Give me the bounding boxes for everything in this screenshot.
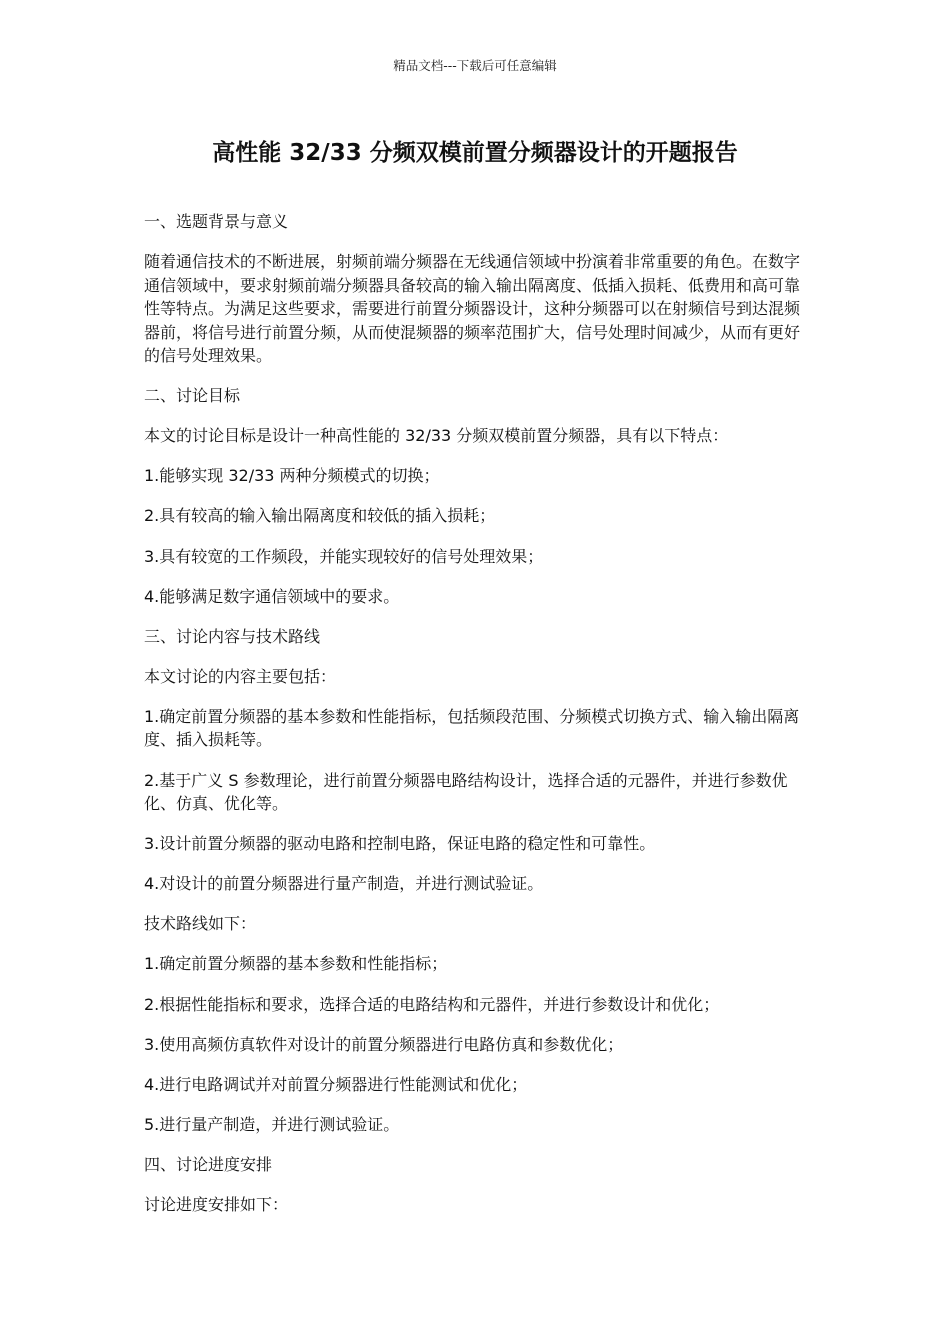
- paragraph-route-intro: 技术路线如下：: [144, 914, 257, 934]
- section-heading-content: 三、讨论内容与技术路线: [144, 626, 321, 646]
- document-body: [144, 210, 808, 1233]
- list-item-route-4: 4.进行电路调试并对前置分频器进行性能测试和优化；: [144, 1074, 528, 1094]
- list-item-route-2: 2.根据性能指标和要求，选择合适的电路结构和元器件，并进行参数设计和优化；: [144, 994, 720, 1014]
- list-item-goal-4: 4.能够满足数字通信领域中的要求。: [144, 586, 400, 606]
- list-item-goal-1: 1.能够实现 32/33 两种分频模式的切换；: [144, 466, 440, 486]
- page-header: 精品文档---下载后可任意编辑: [393, 58, 557, 73]
- list-item-goal-2: 2.具有较高的输入输出隔离度和较低的插入损耗；: [144, 506, 496, 526]
- paragraph-content-intro: 本文讨论的内容主要包括：: [144, 666, 337, 686]
- paragraph-background: 随着通信技术的不断进展，射频前端分频器在无线通信领域中扮演着非常重要的角色。在数字通信领域中，要求射频前端分频器具备较高的输入输出隔离度、低插入损耗、低费用和高可靠性等特点。为满足这些要求，需要进行前置分频器设计，这种分频器可以在射频信号到达混频器前，将信号进行前置分频，从而使混频器的频率范围扩大，信号处理时间减少，从而有更好的信号处理效果。: [144, 252, 801, 366]
- section-heading-goals: 二、讨论目标: [144, 386, 241, 406]
- section-heading-schedule: 四、讨论进度安排: [144, 1154, 273, 1174]
- list-item-route-3: 3.使用高频仿真软件对设计的前置分频器进行电路仿真和参数优化；: [144, 1034, 624, 1054]
- list-item-goal-3: 3.具有较宽的工作频段，并能实现较好的信号处理效果；: [144, 546, 544, 566]
- paragraph-goals-intro: 本文的讨论目标是设计一种高性能的 32/33 分频双模前置分频器，具有以下特点：: [144, 426, 729, 446]
- list-item-content-4: 4.对设计的前置分频器进行量产制造，并进行测试验证。: [144, 874, 544, 894]
- section-heading-background: 一、选题背景与意义: [144, 212, 289, 231]
- document-title: 高性能 32/33 分频双模前置分频器设计的开题报告: [212, 140, 738, 166]
- list-item-route-5: 5.进行量产制造，并进行测试验证。: [144, 1114, 400, 1134]
- list-item-content-2: 2.基于广义 S 参数理论，进行前置分频器电路结构设计，选择合适的元器件，并进行参数优化、仿真、优化等。: [144, 770, 788, 814]
- paragraph-schedule-intro: 讨论进度安排如下：: [144, 1194, 289, 1214]
- list-item-route-1: 1.确定前置分频器的基本参数和性能指标；: [144, 954, 448, 974]
- list-item-content-3: 3.设计前置分频器的驱动电路和控制电路，保证电路的稳定性和可靠性。: [144, 834, 656, 854]
- list-item-content-1: 1.确定前置分频器的基本参数和性能指标，包括频段范围、分频模式切换方式、输入输出隔离度、插入损耗等。: [144, 706, 800, 750]
